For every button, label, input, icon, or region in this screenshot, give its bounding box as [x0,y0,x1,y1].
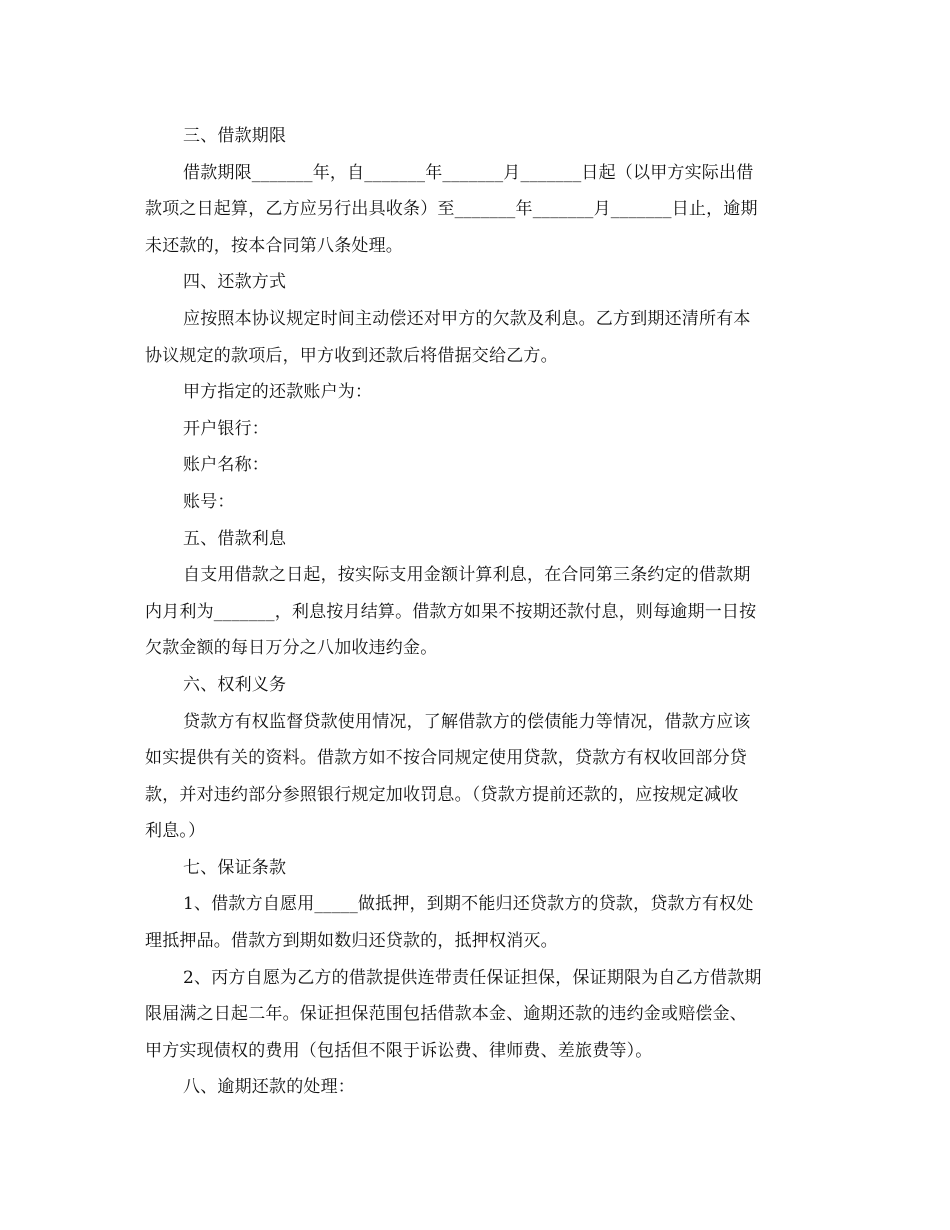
paragraph-line: 款项之日起算，乙方应另行出具收条）至_______年_______月_______日止，逾期 [145,199,758,220]
paragraph-line: 限届满之日起二年。保证担保范围包括借款本金、逾期还款的违约金或赔偿金、 [145,1004,747,1025]
document-body [145,118,815,1106]
paragraph-line: 自支用借款之日起，按实际支用金额计算利息，在合同第三条约定的借款期 [183,565,751,586]
paragraph-line: 如实提供有关的资料。借款方如不按合同规定使用贷款，贷款方有权收回部分贷 [145,748,747,769]
section-heading: 五、借款利息 [183,528,287,549]
paragraph-line: 甲方实现债权的费用（包括但不限于诉讼费、律师费、差旅费等）。 [145,1040,653,1061]
paragraph-line: 借款期限_______年，自_______年_______月_______日起（以甲方实际出借 [183,162,754,183]
paragraph-line: 账号： [183,491,235,512]
paragraph-line: 2、丙方自愿为乙方的借款提供连带责任保证担保，保证期限为自乙方借款期 [183,967,762,988]
paragraph-line: 账户名称： [183,455,269,476]
paragraph-line: 欠款金额的每日万分之八加收违约金。 [145,638,438,659]
section-heading: 六、权利义务 [183,674,287,695]
paragraph-line: 利息。） [145,821,206,842]
paragraph-line: 贷款方有权监督贷款使用情况，了解借款方的偿债能力等情况，借款方应该 [183,711,751,732]
section-heading: 七、保证条款 [183,857,287,878]
paragraph-line: 款，并对违约部分参照银行规定加收罚息。（贷款方提前还款的，应按规定减收 [145,784,739,805]
paragraph-line: 内月利为_______，利息按月结算。借款方如果不按期还款付息，则每逾期一日按 [145,601,757,622]
paragraph-line: 开户银行： [183,418,269,439]
section-heading: 八、逾期还款的处理： [183,1077,355,1098]
section-heading: 四、还款方式 [183,272,287,293]
section-heading: 三、借款期限 [183,126,287,146]
paragraph-line: 未还款的，按本合同第八条处理。 [145,235,403,256]
paragraph-line: 理抵押品。借款方到期如数归还贷款的，抵押权消灭。 [145,931,558,952]
paragraph-line: 甲方指定的还款账户为： [183,382,373,403]
paragraph-line: 协议规定的款项后，甲方收到还款后将借据交给乙方。 [145,345,558,366]
paragraph-line: 应按照本协议规定时间主动偿还对甲方的欠款及利息。乙方到期还清所有本 [183,308,751,329]
paragraph-line: 1、借款方自愿用_____做抵押，到期不能归还贷款方的贷款，贷款方有权处 [183,894,754,915]
